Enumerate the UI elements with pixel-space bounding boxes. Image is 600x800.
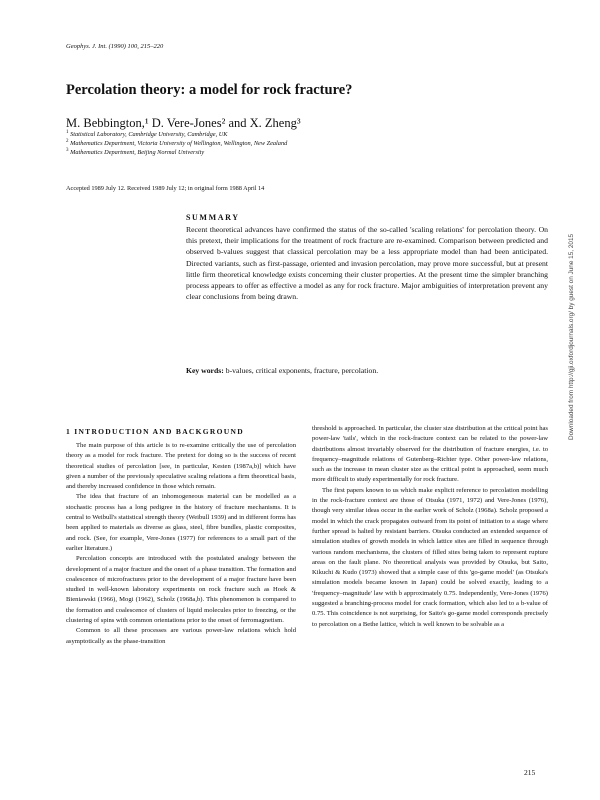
left-column: [66, 441, 296, 647]
summary-text: Recent theoretical advances have confirmed the status of the so-called 'scaling relations' for percolation theory. On this pretext, their implications for the treatment of rock fracture are re-examined. Comparison between predicted and observed b-values suggest that classical percolation may be a less appropriate model than had been anticipated. Directed variants, such as first-passage, oriented and invasion percolation, may prove more successful, but at present little firm theoretical knowledge exists concerning their cluster properties. At the present time the simpler branching process appears to offer as effective a model as any for rock fracture. Major ambiguities of interpretation prevent any clear conclusions from being drawn.: [186, 225, 548, 302]
keywords-label: Key words:: [186, 366, 224, 375]
page-number: 215: [524, 768, 536, 777]
paragraph: threshold is approached. In particular, the cluster size distribution at the critical point has power-law 'tails', which in the rock-fracture context can be related to the power-law distributions almost invariably observed for the distribution of fracture energies, i.e. to frequency–magnitude relations of Gutenberg–Richter type. Other power-law relations, such as the increase in mean cluster size as the critical point is approached, seem much more difficult to study experimentally for rock fracture.: [312, 425, 548, 484]
affiliation-2: $^2$ Mathematics Department, Victoria University of Wellington, Wellington, New Zealand: [66, 139, 288, 148]
right-column: [312, 424, 548, 630]
paragraph: The first papers known to us which make explicit reference to percolation modelling in the rock-fracture context are those of Otsuka (1971, 1972) and Vere-Jones (1976), though very similar ideas occur in the earlier work of Scholz (1968a). Scholz proposed a model in which the crack propagates outward from its point of initiation to a stage where further spread is halted by resistant barriers. Otsuka conducted an extended sequence of simulation studies of growth models in which lattice sites are filled in sequence through various random mechanisms, the clusters of filled sites being taken to represent rupture areas on the fault plane. No theoretical analysis was provided by Otsuka, but Saito, Kikuchi & Kudo (1973) showed that a simple case of this 'go-game model' (as Otsuka's simulation models became known in Japan) could be solved exactly, leading to a 'frequency–magnitude' law with b approximately 0.75. Independently, Vere-Jones (1976) suggested a branching-process model for crack formation, which also led to a b-value of 0.75. This coincidence is not surprising, for Saito's go-game model corresponds precisely to percolation on a Bethe lattice, which is well known to be solvable as a: [312, 486, 548, 628]
author-list: M. Bebbington,¹ D. Vere-Jones² and X. Zheng³: [66, 116, 301, 130]
keywords-text: b-values, critical exponents, fracture, percolation.: [225, 366, 379, 375]
section-1-heading: 1 INTRODUCTION AND BACKGROUND: [66, 427, 244, 436]
summary-heading: SUMMARY: [186, 213, 240, 222]
paragraph: Common to all these processes are various power-law relations which hold asymptotically as the phase-transition: [66, 627, 296, 645]
paper-title: Percolation theory: a model for rock fracture?: [66, 82, 353, 98]
accepted-dates: Accepted 1989 July 12. Received 1989 July 12; in original form 1988 April 14: [66, 185, 265, 192]
paragraph: The main purpose of this article is to re-examine critically the use of percolation theory as a model for rock fracture. The pretext for doing so is the success of recent theoretical studies of percolation [see, in particular, Kesten (1987a,b)] which have given a number of the previously speculative scaling relations a firm theoretical basis, and thereby increased confidence in those which remain.: [66, 442, 296, 491]
affiliation-1: $^1$ Statistical Laboratory, Cambridge University, Cambridge, UK: [66, 130, 228, 139]
keywords: [186, 366, 548, 375]
affiliation-3: $^3$ Mathematics Department, Beijing Normal University: [66, 148, 205, 157]
paragraph: The idea that fracture of an inhomogeneous material can be modelled as a stochastic process has a long pedigree in the history of fracture mechanisms. It is central to Weibull's statistical strength theory (Weibull 1939) and in different forms has been applied to materials as diverse as glass, steel, fibre bundles, plastic composites, and rock. (See, for example, Vere-Jones (1977) for references to a small part of the earlier literature.): [66, 493, 296, 552]
download-watermark: Downloaded from http://gji.oxfordjournals.org/ by guest on June 15, 2015: [568, 233, 575, 440]
journal-reference: Geophys. J. Int. (1990) 100, 215–220: [66, 43, 164, 50]
paragraph: Percolation concepts are introduced with the postulated analogy between the development of a major fracture and the onset of a phase transition. The formation and coalescence of microfractures prior to the development of a major fracture have been studied in well-known laboratory experiments on rock fracture such as Hoek & Bieniawski (1966), Mogi (1962), Scholz (1968a,b). This phenomenon is compared to the formation and coalescence of clusters of liquid molecules prior to freezing, or the clustering of spins with common orientations prior to the onset of ferromagnetism.: [66, 555, 296, 625]
